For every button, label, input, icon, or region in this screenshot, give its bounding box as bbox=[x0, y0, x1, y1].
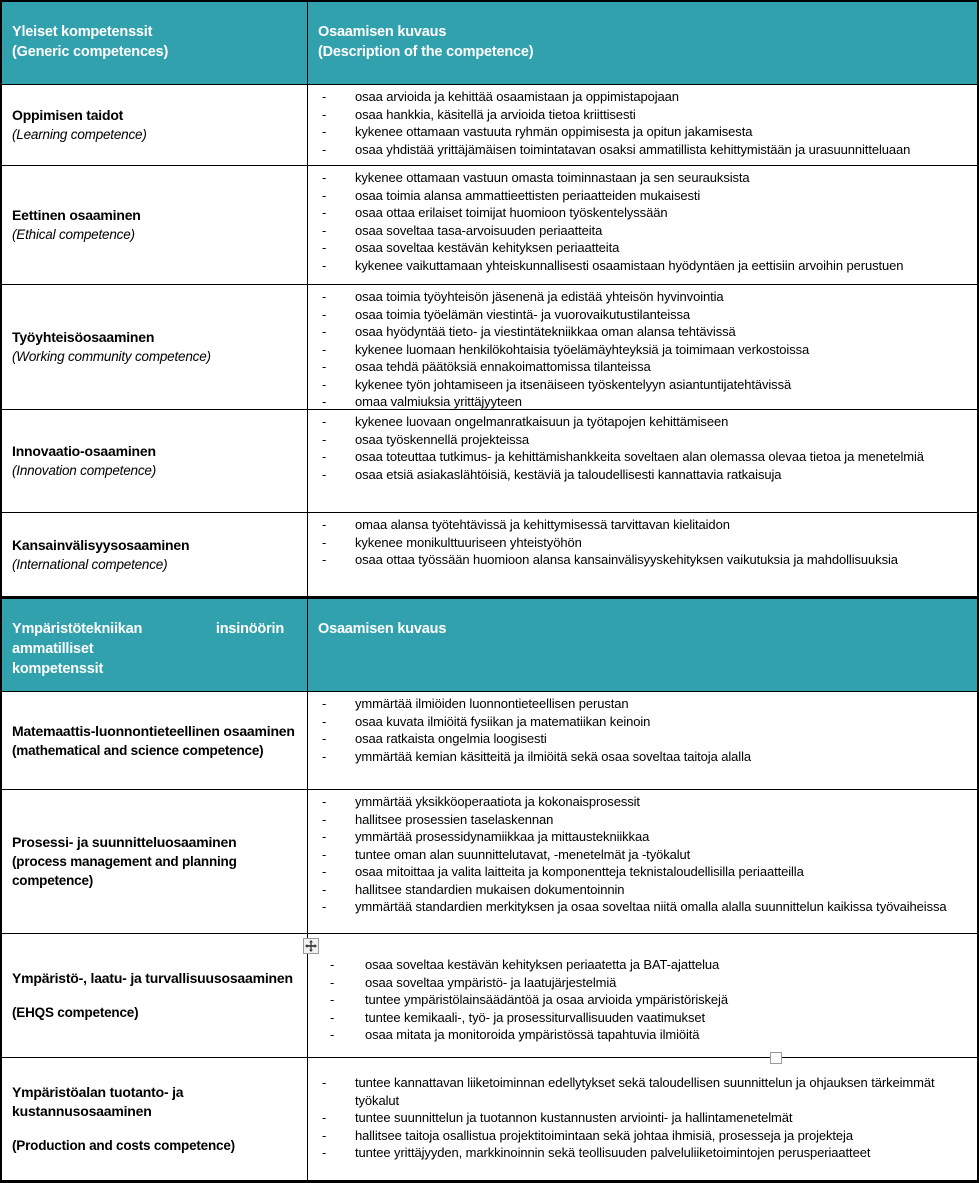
generic-competences-header-cell bbox=[2, 2, 308, 84]
competence-name-cell bbox=[2, 410, 308, 512]
bullet-item bbox=[308, 288, 977, 306]
bullet-text: osaa kuvata ilmiöitä fysiikan ja matematiikan keinoin bbox=[355, 713, 651, 729]
bullet-dash: - bbox=[322, 899, 327, 914]
bullet-dash: - bbox=[322, 170, 327, 185]
bullet-text: tuntee oman alan suunnittelutavat, -menetelmät ja -työkalut bbox=[355, 846, 691, 862]
table-row-innovation-competence bbox=[2, 410, 977, 513]
bullet-dash: - bbox=[322, 748, 327, 764]
bullet-text: osaa arvioida ja kehittää osaamistaan ja oppimistapojaan bbox=[355, 89, 679, 104]
bullet-text: osaa tehdä päätöksiä ennakoimattomissa tilanteissa bbox=[355, 359, 651, 374]
bullet-item bbox=[308, 793, 977, 811]
bullet-dash: - bbox=[322, 696, 327, 711]
table-row-international-competence bbox=[2, 513, 977, 597]
table-row-process-planning-competence bbox=[2, 790, 977, 934]
competence-subtitle: (Working community competence) bbox=[12, 349, 211, 364]
header-word-1: Ympäristötekniikan bbox=[12, 621, 143, 637]
bullet-list bbox=[308, 285, 977, 411]
bullet-dash: - bbox=[330, 957, 335, 972]
bullet-text: osaa soveltaa ympäristö- ja laatujärjestelmiä bbox=[365, 974, 617, 990]
bullet-item bbox=[308, 376, 977, 394]
bullet-text: omaa alansa työtehtävissä ja kehittymisessä tarvittavan kielitaidon bbox=[355, 517, 730, 532]
bullet-text: tuntee suunnittelun ja tuotannon kustannusten arviointi- ja hallintamenetelmät bbox=[355, 1110, 793, 1125]
bullet-list bbox=[308, 1058, 977, 1162]
bullet-dash: - bbox=[322, 1145, 327, 1160]
bullet-item bbox=[308, 1074, 977, 1109]
bullet-dash: - bbox=[322, 881, 327, 897]
bullet-text: tuntee yrittäjyyden, markkinoinnin sekä teollisuuden palveluliiketoimintojen perusperiaatteet bbox=[355, 1145, 871, 1160]
bullet-dash: - bbox=[322, 1110, 327, 1125]
table-row-ehqs-competence bbox=[2, 934, 977, 1058]
bullet-text: kykenee luovaan ongelmanratkaisuun ja työtapojen kehittämiseen bbox=[355, 414, 729, 429]
competence-description-cell bbox=[308, 410, 977, 512]
table-row-math-science-competence bbox=[2, 692, 977, 790]
bullet-item bbox=[308, 846, 977, 864]
competence-subtitle: (Ethical competence) bbox=[12, 227, 135, 242]
table-row-learning-competence bbox=[2, 85, 977, 166]
bullet-dash: - bbox=[322, 341, 327, 357]
bullet-text: kykenee ottamaan vastuun omasta toiminnastaan ja sen seurauksista bbox=[355, 170, 750, 185]
bullet-text: osaa yhdistää yrittäjämäisen toimintatavan osaksi ammatillista kehittymistään ja urasuunnitteluaan bbox=[355, 141, 911, 157]
bullet-dash: - bbox=[322, 713, 327, 729]
bullet-item bbox=[308, 516, 977, 534]
competence-subtitle: (International competence) bbox=[12, 556, 168, 572]
competence-name-cell bbox=[2, 692, 308, 789]
bullet-item bbox=[308, 431, 977, 449]
bullet-dash: - bbox=[322, 846, 327, 862]
competence-title: Työyhteisöosaaminen bbox=[12, 329, 155, 345]
bullet-text: ymmärtää ilmiöiden luonnontieteellisen perustan bbox=[355, 696, 629, 711]
competence-name-cell bbox=[2, 285, 308, 409]
competence-description-cell bbox=[308, 934, 977, 1057]
competence-name-cell bbox=[2, 166, 308, 284]
bullet-item bbox=[308, 413, 977, 431]
competence-title: Innovaatio-osaaminen bbox=[12, 443, 156, 459]
bullet-dash: - bbox=[322, 1127, 327, 1143]
bullet-dash: - bbox=[322, 106, 327, 122]
bullet-item bbox=[308, 106, 977, 124]
competence-name-cell bbox=[2, 934, 308, 1057]
bullet-dash: - bbox=[322, 289, 327, 304]
bullet-item bbox=[308, 141, 977, 159]
bullet-text: osaa toimia alansa ammattieettisten periaatteiden mukaisesti bbox=[355, 187, 701, 203]
bullet-dash: - bbox=[322, 1075, 327, 1090]
table-move-handle-icon[interactable] bbox=[303, 938, 319, 954]
bullet-item bbox=[308, 811, 977, 829]
table-row-working-community-competence bbox=[2, 285, 977, 410]
bullet-dash: - bbox=[322, 359, 327, 374]
bullet-dash: - bbox=[322, 205, 327, 220]
competence-name-cell bbox=[2, 85, 308, 165]
bullet-item bbox=[308, 88, 977, 106]
bullet-dash: - bbox=[322, 794, 327, 809]
bullet-item bbox=[308, 1026, 977, 1044]
bullet-dash: - bbox=[322, 811, 327, 827]
bullet-text: ymmärtää kemian käsitteitä ja ilmiöitä sekä osaa soveltaa taitoja alalla bbox=[355, 748, 751, 764]
bullet-text: osaa etsiä asiakaslähtöisiä, kestäviä ja taloudellisesti kannattavia ratkaisuja bbox=[355, 466, 782, 482]
bullet-dash: - bbox=[322, 89, 327, 104]
bullet-item bbox=[308, 222, 977, 240]
bullet-text: kykenee vaikuttamaan yhteiskunnallisesti osaamistaan hyödyntäen ja eettisiin arvoihin perustuen bbox=[355, 257, 904, 273]
description-header-cell-2 bbox=[308, 599, 977, 691]
bullet-dash: - bbox=[322, 466, 327, 482]
table-resize-handle[interactable] bbox=[770, 1052, 782, 1064]
generic-competences-header-row bbox=[2, 2, 977, 85]
bullet-text: osaa ottaa erilaiset toimijat huomioon työskentelyssään bbox=[355, 205, 668, 220]
bullet-item bbox=[308, 187, 977, 205]
bullet-dash: - bbox=[322, 306, 327, 322]
bullet-text: osaa soveltaa kestävän kehityksen periaatteita bbox=[355, 240, 620, 255]
bullet-item bbox=[308, 169, 977, 187]
bullet-dash: - bbox=[322, 240, 327, 255]
competence-title: Ympäristö-, laatu- ja turvallisuusosaaminen bbox=[12, 970, 293, 986]
bullet-text: tuntee kemikaali-, työ- ja prosessiturvallisuuden vaatimukset bbox=[365, 1009, 706, 1025]
competence-subtitle: (Learning competence) bbox=[12, 127, 147, 142]
bullet-dash: - bbox=[322, 731, 327, 746]
bullet-dash: - bbox=[322, 187, 327, 203]
bullet-item bbox=[308, 257, 977, 275]
bullet-text: kykenee ottamaan vastuuta ryhmän oppimisesta ja opitun jakamisesta bbox=[355, 124, 753, 139]
bullet-text: kykenee monikulttuuriseen yhteistyöhön bbox=[355, 534, 582, 550]
bullet-dash: - bbox=[322, 324, 327, 339]
bullet-dash: - bbox=[322, 124, 327, 139]
bullet-item bbox=[308, 393, 977, 411]
header-desc-fi: Osaamisen kuvaus bbox=[318, 24, 447, 40]
bullet-list bbox=[308, 85, 977, 158]
bullet-dash: - bbox=[322, 414, 327, 429]
competence-subtitle: (mathematical and science competence) bbox=[12, 742, 264, 758]
bullet-dash: - bbox=[322, 257, 327, 273]
bullet-text: osaa toimia työyhteisön jäsenenä ja edistää yhteisön hyvinvointia bbox=[355, 289, 724, 304]
header-desc: Osaamisen kuvaus bbox=[318, 621, 447, 637]
bullet-dash: - bbox=[322, 829, 327, 844]
competence-description-cell bbox=[308, 692, 977, 789]
competence-description-cell bbox=[308, 85, 977, 165]
bullet-text: kykenee luomaan henkilökohtaisia työelämäyhteyksiä ja toimimaan verkostoissa bbox=[355, 341, 810, 357]
bullet-dash: - bbox=[330, 1027, 335, 1042]
header-line-justified bbox=[12, 619, 284, 639]
bullet-dash: - bbox=[322, 449, 327, 464]
bullet-list bbox=[308, 790, 977, 916]
bullet-dash: - bbox=[330, 1009, 335, 1025]
competence-name-cell bbox=[2, 513, 308, 596]
bullet-dash: - bbox=[322, 864, 327, 879]
bullet-text: hallitsee taitoja osallistua projektitoimintaan sekä johtaa ihmisiä, prosesseja ja projekteja bbox=[355, 1127, 853, 1143]
bullet-item bbox=[308, 695, 977, 713]
competence-description-cell bbox=[308, 790, 977, 933]
bullet-text: omaa valmiuksia yrittäjyyteen bbox=[355, 394, 522, 409]
header-title-fi: Yleiset kompetenssit bbox=[12, 24, 153, 40]
header-desc-en: (Description of the competence) bbox=[318, 44, 534, 60]
bullet-item bbox=[308, 1109, 977, 1127]
bullet-item bbox=[308, 448, 977, 466]
bullet-item bbox=[308, 730, 977, 748]
bullet-text: tuntee kannattavan liiketoiminnan edellytykset sekä taloudellisen suunnittelun ja ohjauksen tärkeimmät työkalut bbox=[355, 1075, 935, 1108]
competence-subtitle: (EHQS competence) bbox=[12, 1005, 139, 1020]
competence-title: Oppimisen taidot bbox=[12, 107, 124, 123]
competence-name-cell bbox=[2, 1058, 308, 1180]
bullet-text: ymmärtää prosessidynamiikkaa ja mittaustekniikkaa bbox=[355, 829, 650, 844]
competence-title: Matemaattis-luonnontieteellinen osaaminen bbox=[12, 722, 295, 739]
bullet-item bbox=[308, 551, 977, 569]
competence-description-cell bbox=[308, 1058, 977, 1180]
header-line-3: kompetenssit bbox=[12, 661, 104, 677]
bullet-item bbox=[308, 748, 977, 766]
bullet-list bbox=[308, 166, 977, 274]
competence-subtitle: (Innovation competence) bbox=[12, 463, 156, 478]
bullet-item bbox=[308, 306, 977, 324]
bullet-item bbox=[308, 828, 977, 846]
bullet-text: osaa mitoittaa ja valita laitteita ja komponentteja teknistaloudellisilla periaatteilla bbox=[355, 864, 804, 879]
bullet-dash: - bbox=[330, 974, 335, 990]
competence-title: Prosessi- ja suunnitteluosaaminen bbox=[12, 834, 237, 850]
competence-name-cell bbox=[2, 790, 308, 933]
bullet-dash: - bbox=[330, 992, 335, 1007]
bullet-item bbox=[308, 123, 977, 141]
bullet-list bbox=[308, 692, 977, 765]
bullet-text: osaa mitata ja monitoroida ympäristössä tapahtuvia ilmiöitä bbox=[365, 1027, 700, 1042]
bullet-text: osaa soveltaa tasa-arvoisuuden periaatteita bbox=[355, 222, 603, 238]
bullet-dash: - bbox=[322, 552, 327, 567]
professional-competences-header-cell bbox=[2, 599, 308, 691]
bullet-item bbox=[308, 881, 977, 899]
bullet-text: hallitsee prosessien taselaskennan bbox=[355, 811, 554, 827]
bullet-text: kykenee työn johtamiseen ja itsenäiseen työskentelyyn asiantuntijatehtävissä bbox=[355, 376, 792, 392]
header-line-2: ammatilliset bbox=[12, 641, 94, 657]
bullet-text: osaa ratkaista ongelmia loogisesti bbox=[355, 731, 547, 746]
competence-subtitle: (process management and planning competence) bbox=[12, 854, 237, 888]
competence-title: Kansainvälisyysosaaminen bbox=[12, 536, 190, 553]
bullet-dash: - bbox=[322, 517, 327, 532]
bullet-item bbox=[308, 323, 977, 341]
bullet-item bbox=[308, 713, 977, 731]
bullet-text: osaa hyödyntää tieto- ja viestintätekniikkaa oman alansa tehtävissä bbox=[355, 324, 736, 339]
bullet-text: ymmärtää standardien merkityksen ja osaa soveltaa niitä omalla alalla suunnittelun kaikissa työvaiheissa bbox=[355, 899, 947, 914]
bullet-text: osaa toteuttaa tutkimus- ja kehittämishankkeita soveltaen alan olemassa olevaa tietoa ja menetelmiä bbox=[355, 449, 924, 464]
bullet-text: osaa ottaa työssään huomioon alansa kansainvälisyyskehityksen vaikutuksia ja mahdollisuuksia bbox=[355, 552, 898, 567]
bullet-text: osaa hankkia, käsitellä ja arvioida tietoa kriittisesti bbox=[355, 106, 636, 122]
competence-description-cell bbox=[308, 285, 977, 409]
bullet-text: osaa työskennellä projekteissa bbox=[355, 431, 530, 447]
table-row-ethical-competence bbox=[2, 166, 977, 285]
professional-competences-header-row bbox=[2, 597, 977, 692]
bullet-list bbox=[308, 513, 977, 569]
header-word-2: insinöörin bbox=[215, 621, 284, 637]
bullet-text: osaa toimia työelämän viestintä- ja vuorovaikutustilanteissa bbox=[355, 306, 691, 322]
bullet-dash: - bbox=[322, 431, 327, 447]
competence-title: Ympäristöalan tuotanto- ja kustannusosaaminen bbox=[12, 1084, 184, 1119]
bullet-item bbox=[308, 1127, 977, 1145]
bullet-text: tuntee ympäristölainsäädäntöä ja osaa arvioida ympäristöriskejä bbox=[365, 992, 728, 1007]
bullet-item bbox=[308, 341, 977, 359]
bullet-item bbox=[308, 1144, 977, 1162]
bullet-list bbox=[308, 410, 977, 483]
bullet-dash: - bbox=[322, 394, 327, 409]
bullet-item bbox=[308, 239, 977, 257]
bullet-dash: - bbox=[322, 141, 327, 157]
bullet-text: hallitsee standardien mukaisen dokumentoinnin bbox=[355, 881, 625, 897]
bullet-item bbox=[308, 466, 977, 484]
description-header-cell bbox=[308, 2, 977, 84]
competence-description-cell bbox=[308, 166, 977, 284]
four-way-arrow-icon bbox=[305, 940, 317, 952]
bullet-item bbox=[308, 898, 977, 916]
header-title-en: (Generic competences) bbox=[12, 44, 169, 60]
competence-title: Eettinen osaaminen bbox=[12, 207, 141, 223]
bullet-dash: - bbox=[322, 534, 327, 550]
bullet-item bbox=[308, 204, 977, 222]
competence-subtitle: (Production and costs competence) bbox=[12, 1138, 235, 1153]
bullet-item bbox=[308, 956, 977, 974]
bullet-dash: - bbox=[322, 222, 327, 238]
bullet-item bbox=[308, 358, 977, 376]
bullet-dash: - bbox=[322, 376, 327, 392]
bullet-item bbox=[308, 863, 977, 881]
competence-description-cell bbox=[308, 513, 977, 596]
bullet-text: osaa soveltaa kestävän kehityksen periaatetta ja BAT-ajattelua bbox=[365, 957, 720, 972]
bullet-list bbox=[308, 934, 977, 1044]
bullet-item bbox=[308, 534, 977, 552]
bullet-text: ymmärtää yksikköoperaatiota ja kokonaisprosessit bbox=[355, 794, 640, 809]
bullet-item bbox=[308, 991, 977, 1009]
bullet-item bbox=[308, 1009, 977, 1027]
bullet-item bbox=[308, 974, 977, 992]
table-row-production-costs-competence bbox=[2, 1058, 977, 1181]
